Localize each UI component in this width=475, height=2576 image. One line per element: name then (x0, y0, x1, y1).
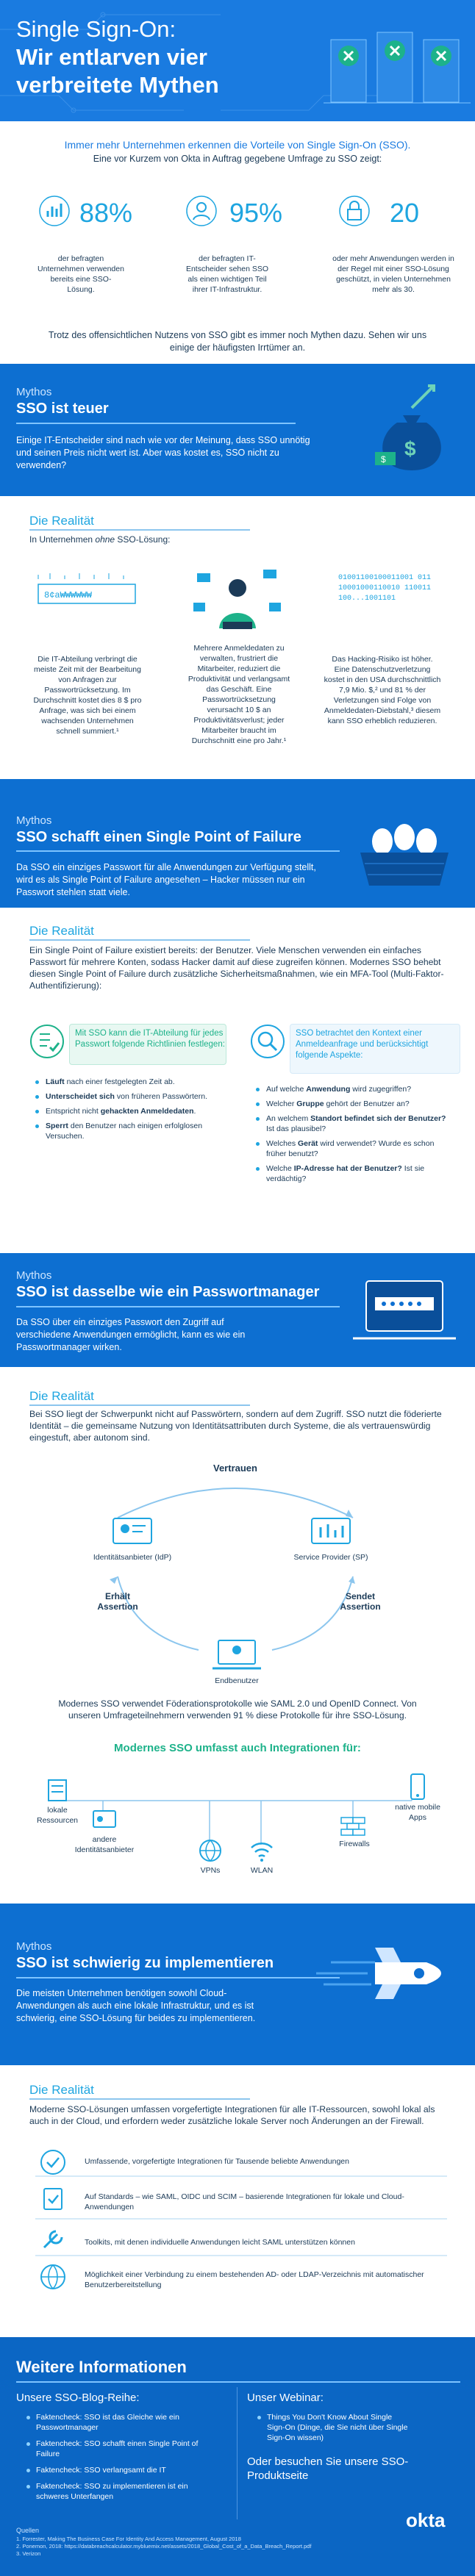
end-user-label: Endbenutzer (215, 1676, 259, 1685)
idp-icon (110, 1514, 154, 1548)
integrations-check-icon (38, 2148, 68, 2177)
reality-4-heading: Die Realität (29, 2083, 94, 2097)
policy-item: Sperrt den Benutzer nach einigen erfolglosen Versuchen. (35, 1121, 219, 1141)
stat-2-value: 95% (229, 198, 283, 228)
reality-3-body: Bei SSO liegt der Schwerpunkt nicht auf Passwörtern, sondern auf dem Zugriff. SSO nutzt die föderierte Identität – die gemeinsame Nutzung von Identitätsattributen durch Systeme, die als vertrauenswürdig eingestuft, aber autonom sind. (29, 1409, 442, 1443)
service-provider-icon (309, 1514, 353, 1548)
mobile-app-icon (404, 1773, 431, 1802)
product-page-link[interactable]: Oder besuchen Sie unsere SSO-Produktseite (247, 2455, 409, 2482)
intro-headline: Immer mehr Unternehmen erkennen die Vorteile von Single Sign-On (SSO). (64, 139, 411, 151)
hero-title-2: Wir entlarven vier (16, 44, 207, 70)
context-item: Welches Gerät wird verwendet? Wurde es schon früher benutzt? (256, 1138, 454, 1159)
integration-label: andere Identitätsanbieter (74, 1835, 135, 1854)
integration-label: VPNs (200, 1866, 221, 1875)
myth-3-reality (0, 1367, 475, 1904)
intro-sub: Eine vor Kurzem von Okta in Auftrag gegebene Umfrage zu SSO zeigt: (93, 154, 382, 164)
standards-check-icon (38, 2184, 68, 2214)
myth-4-title: SSO ist schwierig zu implementieren (16, 1955, 274, 1971)
context-item: Auf welche Anwendung wird zugegriffen? (256, 1084, 454, 1094)
rocket-icon (316, 1933, 463, 2021)
myth-3-title: SSO ist dasselbe wie ein Passwortmanager (16, 1284, 320, 1300)
myth-1-label: Mythos (16, 386, 52, 398)
hero-title-3: verbreitete Mythen (16, 72, 219, 98)
wifi-icon (249, 1837, 275, 1864)
integration-label: WLAN (250, 1866, 274, 1875)
myth-2-reality (0, 908, 475, 1253)
hero (0, 0, 475, 121)
context-item: An welchem Standort befindet sich der Benutzer? Ist das plausibel? (256, 1113, 454, 1134)
implementation-item: Toolkits, mit denen individuelle Anwendungen leicht SAML unterstützen können (85, 2238, 355, 2247)
myth-2-text: Da SSO ein einziges Passwort für alle Anwendungen zur Verfügung stellt, wird es als Single Point of Failure angesehen – Hacker müssen nur ein Passwort stehlen statt viele. (16, 862, 316, 897)
policy-item: Läuft nach einer festgelegten Zeit ab. (35, 1077, 219, 1087)
server-icon (44, 1777, 71, 1804)
myth-4-text: Die meisten Unternehmen benötigen sowohl Cloud-Anwendungen als auch eine lokale Infrastruktur, und es ist schwierig, eine SSO-Lösung für beides zu implementieren. (16, 1988, 256, 2023)
context-item: Welche IP-Adresse hat der Benutzer? Ist sie verdächtig? (256, 1163, 454, 1184)
stat-1-value: 88% (79, 198, 133, 228)
context-heading: SSO betrachtet den Kontext einer Anmeldeanfrage und berücksichtigt folgende Aspekte: (296, 1029, 429, 1060)
svg-text:$: $ (404, 437, 416, 460)
myth-4-banner (0, 1904, 475, 2065)
integration-label: native mobile Apps (395, 1803, 440, 1822)
okta-logo: okta (406, 2509, 446, 2531)
myth-1-text: Einige IT-Entscheider sind nach wie vor der Meinung, dass SSO unnötig und seinen Preis nicht wert ist. Aber was kostet es, SSO nicht zu verwenden? (16, 435, 310, 470)
reality-4-body: Moderne SSO-Lösungen umfassen vorgefertigte Integrationen für alle IT-Ressourcen, sowohl lokal als auch in der Cloud, und erfordern weder zusätzliche lokale Server noch Änderungen an der Firewall. (29, 2104, 435, 2126)
myth-2-banner (0, 779, 475, 908)
integrations-heading: Modernes SSO umfasst auch Integrationen für: (114, 1742, 361, 1754)
myth-2-label: Mythos (16, 814, 52, 827)
reality-1-col-3: Das Hacking-Risiko ist höher. Eine Datenschutzverletzung kostet in den USA durchschnittlich 7,9 Mio. $,² und 81 % der Verletzungen sind Folge von Anmeldedaten-Diebstahl,³ diesem kann SSO erheblich reduzieren. (324, 655, 441, 725)
reality-1-col-1: Die IT-Abteilung verbringt die meiste Zeit mit der Bearbeitung von Anfragen zur Passwortrücksetzung. Im Durchschnitt kostet dies 8 $ pro Anfrage, was sich bei einem wachsenden Unternehmen schnell summiert.¹ (33, 655, 142, 736)
binary-stream: 01001100100011001 01110001000110010 110011100...1001101 (338, 574, 432, 603)
myth-4-reality (0, 2065, 475, 2337)
myth-2-title: SSO schafft einen Single Point of Failure (16, 829, 301, 845)
trust-label: Vertrauen (213, 1463, 257, 1474)
reality-3-heading: Die Realität (29, 1389, 94, 1403)
reality-1-col-2: Mehrere Anmeldedaten zu verwalten, frustriert die Mitarbeiter, reduziert die Produktivität und verlangsamt das Geschäft. Eine Passwortrücksetzung verursacht 10 $ an Produktivitätsverlust; jeder Mitarbeiter braucht im Durchschnitt eine pro Jahr.¹ (188, 644, 290, 745)
myth-3-text: Da SSO über ein einziges Passwort den Zugriff auf verschiedene Anwendungen ermöglicht, kann es wie ein Passwortmanager wirken. (16, 1317, 246, 1352)
reality-1-heading: Die Realität (29, 514, 94, 528)
context-item: Welcher Gruppe gehört der Benutzer an? (256, 1099, 454, 1109)
more-info (0, 2337, 475, 2576)
intro (0, 121, 475, 364)
policy-heading: Mit SSO kann die IT-Abteilung für jedes Passwort folgende Richtlinien festlegen: (75, 1029, 225, 1049)
context-panel (250, 1024, 463, 1237)
myth-1-banner (0, 364, 475, 496)
firewall-icon (340, 1812, 369, 1838)
more-title: Weitere Informationen (16, 2358, 187, 2376)
end-user-icon (211, 1637, 262, 1674)
password-field-icon (35, 566, 138, 625)
myth-1-reality (0, 496, 475, 779)
idp-label: Identitätsanbieter (IdP) (93, 1553, 172, 1562)
svg-text:$: $ (381, 454, 386, 464)
myth-3-label: Mythos (16, 1269, 52, 1282)
send-assertion: Sendet Assertion (340, 1591, 381, 1612)
blog-link[interactable]: Faktencheck: SSO zu implementieren ist ein schweres Unterfangen (36, 2482, 188, 2501)
reality-1-sub: In Unternehmen ohne SSO-Lösung: (29, 534, 171, 545)
sp-label: Service Provider (SP) (293, 1553, 368, 1562)
integration-label: Firewalls (339, 1840, 370, 1848)
directory-icon (38, 2262, 68, 2292)
receive-assertion: Erhält Assertion (97, 1591, 138, 1612)
svg-text:8¢a₩₩₩₩₩₩: 8¢a₩₩₩₩₩₩ (44, 590, 92, 600)
policy-panel (29, 1024, 228, 1230)
password-manager-icon (353, 1268, 456, 1356)
stat-1-text: der befragten Unternehmen verwenden bereits eine SSO-Lösung. (38, 254, 124, 294)
hero-title-1: Single Sign-On: (16, 16, 176, 42)
frustrated-worker-icon (190, 559, 285, 639)
source-2: 2. Ponemon, 2018: https://databreachcalculator.mybluemix.net/assets/2018_Global_Cost_of_a_Data_Breach_Report.pdf (16, 2543, 312, 2550)
implementation-item: Möglichkeit einer Verbindung zu einem bestehenden AD- oder LDAP-Verzeichnis mit automatischer Benutzerbereitstellung (85, 2270, 424, 2289)
blog-link[interactable]: Faktencheck: SSO schafft einen Single Point of Failure (36, 2439, 199, 2458)
identity-card-icon (91, 1807, 118, 1833)
reality-2-body: Ein Single Point of Failure existiert bereits: der Benutzer. Viele Menschen verwenden ein einfaches Passwort für mehrere Konten, sodass Hacker damit auf diese zugreifen können. Modernes SSO behebt diesen Single Point of Failure durch zusätzliche Sicherheitsmaßnahmen, wie ein MFA-Tool (Multi-Faktor-Authentifizierung): (29, 945, 444, 991)
implementation-item: Umfassende, vorgefertigte Integrationen für Tausende beliebte Anwendungen (85, 2157, 349, 2166)
stat-3-text: oder mehr Anwendungen werden in der Regel mit einer SSO-Lösung geschützt, in vielen Unternehmen mehr als 30. (332, 254, 454, 294)
myth-4-label: Mythos (16, 1940, 52, 1953)
doors-icon (324, 10, 471, 113)
vpn-icon (197, 1837, 224, 1864)
myth-1-title: SSO ist teuer (16, 401, 109, 417)
magnifier-icon (250, 1024, 285, 1059)
money-bag-icon (368, 378, 456, 474)
source-3: 3. Verizon (16, 2550, 41, 2557)
webinar-link[interactable]: Things You Don't Know About Single Sign-On (Dinge, die Sie nicht über Single Sign-On wissen) (267, 2413, 408, 2442)
blog-heading: Unsere SSO-Blog-Reihe: (16, 2392, 140, 2404)
intro-closing: Trotz des offensichtlichen Nutzens von SSO gibt es immer noch Mythen dazu. Sehen wir uns einige der häufigsten Irrtümer an. (48, 330, 427, 353)
eggs-basket-icon (353, 812, 456, 893)
checklist-icon (29, 1024, 65, 1059)
sources-heading: Quellen (16, 2527, 40, 2534)
reality-2-heading: Die Realität (29, 924, 94, 938)
stat-3-value: 20 (390, 198, 420, 228)
webinar-heading: Unser Webinar: (247, 2392, 324, 2404)
toolkit-icon (38, 2225, 68, 2255)
implementation-item: Auf Standards – wie SAML, OIDC und SCIM – basierende Integrationen für lokale und Cloud-Anwendungen (85, 2192, 404, 2211)
blog-link[interactable]: Faktencheck: SSO ist das Gleiche wie ein Passwortmanager (36, 2413, 179, 2432)
myth-3-banner (0, 1253, 475, 1367)
policy-item: Entspricht nicht gehackten Anmeldedaten. (35, 1106, 219, 1116)
bar-chart-icon (38, 195, 71, 227)
policy-item: Unterscheidet sich von früheren Passwörtern. (35, 1091, 219, 1102)
integration-label: lokale Ressourcen (36, 1806, 79, 1825)
blog-link[interactable]: Faktencheck: SSO verlangsamt die IT (36, 2466, 166, 2475)
lock-icon (338, 195, 371, 227)
person-icon (185, 195, 218, 227)
protocol-text: Modernes SSO verwendet Föderationsprotokolle wie SAML 2.0 und OpenID Connect. Von unseren Umfrageteilnehmern verwenden 91 % diese Protokolle für ihre SSO-Lösung. (58, 1698, 417, 1721)
stat-2-text: der befragten IT-Entscheider sehen SSO als einen wichtigen Teil ihrer IT-Infrastruktur. (185, 254, 269, 294)
source-1: 1. Forrester, Making The Business Case For Identity And Access Management, August 2018 (16, 2536, 241, 2542)
